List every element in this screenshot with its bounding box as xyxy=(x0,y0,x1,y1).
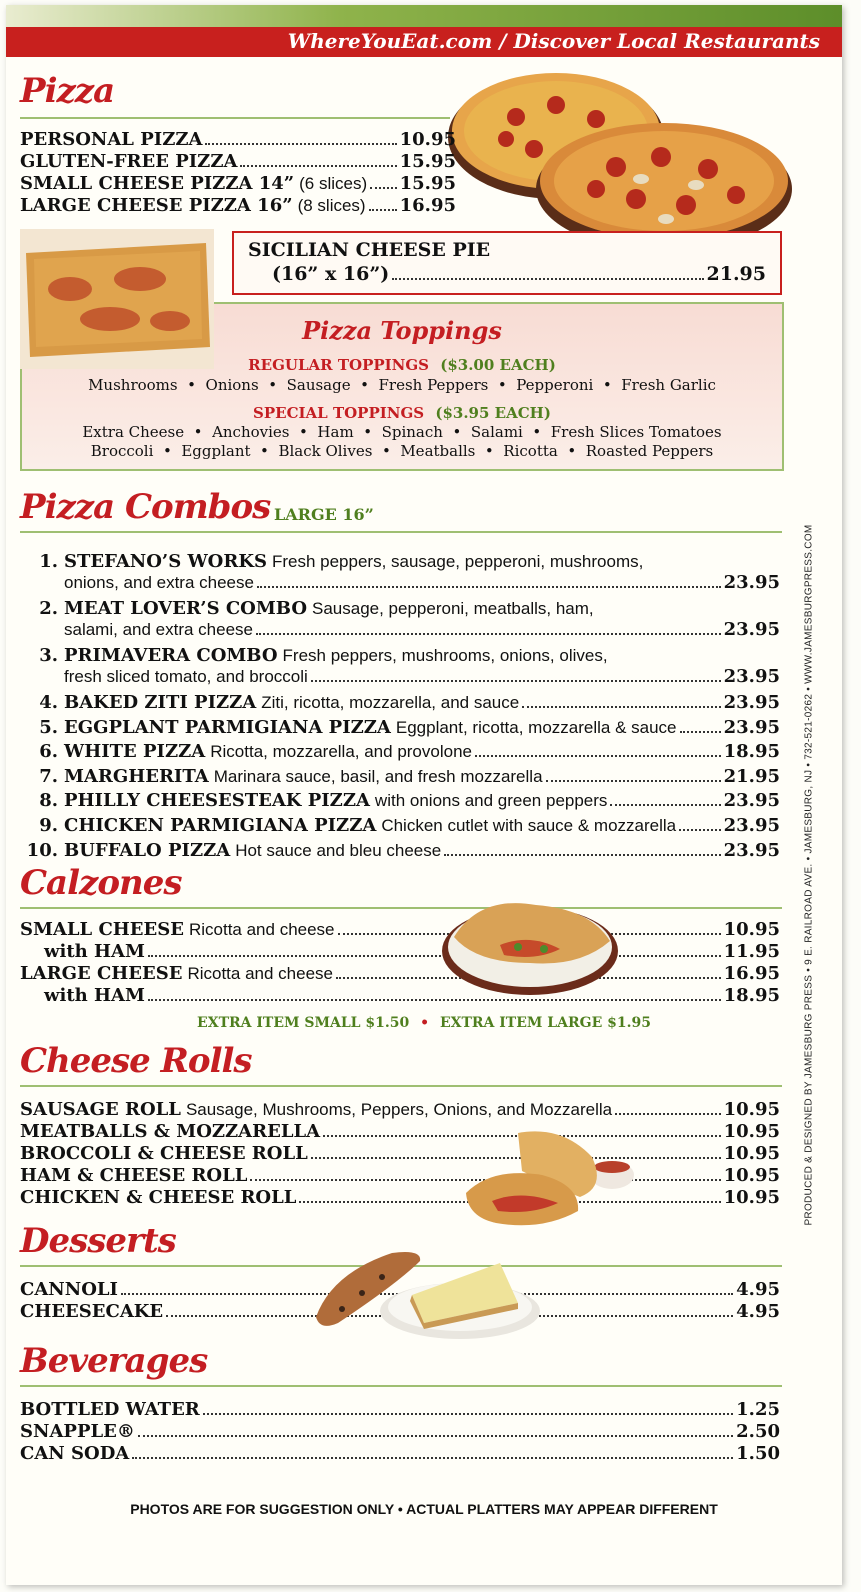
item-name: SMALL CHEESE xyxy=(20,919,184,940)
item-name: CHICKEN & CHEESE ROLL xyxy=(20,1187,297,1208)
combo-desc: Ziti, ricotta, mozzarella, and sauce xyxy=(261,693,520,712)
item-price: 10.95 xyxy=(399,129,456,150)
item-price: 10.95 xyxy=(723,1187,780,1208)
item-name: LARGE CHEESE PIZZA 16” xyxy=(20,195,293,216)
item-name: BOTTLED WATER xyxy=(20,1399,200,1420)
combo-name: BUFFALO PIZZA xyxy=(64,839,231,861)
photo-disclaimer: PHOTOS ARE FOR SUGGESTION ONLY • ACTUAL PLATTERS MAY APPEAR DIFFERENT xyxy=(130,1501,718,1517)
item-price: 15.95 xyxy=(399,173,456,194)
item-price: 1.25 xyxy=(736,1399,780,1420)
combo-name: PRIMAVERA COMBO xyxy=(64,645,278,666)
leader-dots xyxy=(392,278,703,280)
toppings-title: Pizza Toppings xyxy=(302,316,502,345)
combo-item xyxy=(20,598,780,640)
rolls-section-title: Cheese Rolls xyxy=(20,1041,252,1081)
combo-price: 21.95 xyxy=(723,765,780,787)
menu-item-row xyxy=(20,151,456,172)
combo-name: MEAT LOVER’S COMBO xyxy=(64,598,307,619)
combo-price: 23.95 xyxy=(723,815,780,836)
combo-price: 23.95 xyxy=(723,839,780,861)
menu-item-row xyxy=(20,941,780,962)
combo-number: 9. xyxy=(39,815,58,836)
section-rule xyxy=(20,1385,782,1387)
desserts-section-title: Desserts xyxy=(20,1221,176,1261)
item-name: HAM & CHEESE ROLL xyxy=(20,1165,248,1186)
special-toppings-heading xyxy=(22,404,782,422)
banner-text[interactable]: WhereYouEat.com / Discover Local Restaurants xyxy=(287,29,820,53)
combo-number: 7. xyxy=(39,765,58,787)
combo-item xyxy=(20,551,780,593)
combo-price: 23.95 xyxy=(723,716,780,738)
menu-item-row xyxy=(20,129,456,150)
separator-dot: • xyxy=(420,1015,430,1031)
menu-item-row xyxy=(20,1187,780,1208)
leader-dots xyxy=(475,755,721,757)
menu-item-row xyxy=(20,1399,780,1420)
menu-item-row xyxy=(20,963,780,984)
leader-dots xyxy=(203,1413,733,1415)
leader-dots xyxy=(680,731,721,733)
item-price: 4.95 xyxy=(736,1301,780,1322)
leader-dots xyxy=(132,1457,733,1459)
item-name: with HAM xyxy=(44,985,145,1006)
item-name: CHEESECAKE xyxy=(20,1301,164,1322)
item-price: 10.95 xyxy=(723,1099,780,1120)
special-toppings-list: Extra Cheese • Anchovies • Ham • Spinach • Salami • Fresh Slices Tomatoes xyxy=(82,423,722,441)
combo-desc: Hot sauce and bleu cheese xyxy=(235,840,442,860)
combo-desc: Sausage, pepperoni, meatballs, ham, xyxy=(312,599,594,618)
menu-item-row xyxy=(20,985,780,1006)
menu-item-row xyxy=(20,195,456,216)
combo-name: CHICKEN PARMIGIANA PIZZA xyxy=(64,815,377,836)
item-desc: Ricotta and cheese xyxy=(187,964,333,983)
item-price: 18.95 xyxy=(723,985,780,1006)
menu-item-row xyxy=(20,1121,780,1142)
combo-item xyxy=(20,741,780,762)
dessert-photo xyxy=(312,1243,542,1343)
extra-item-line xyxy=(6,1015,842,1031)
sicilian-size: (16” x 16”) xyxy=(272,263,390,285)
topping: Spinach xyxy=(381,423,443,441)
combo-item xyxy=(20,717,780,738)
section-rule xyxy=(20,531,782,533)
topping: Fresh Garlic xyxy=(621,376,716,394)
leader-dots xyxy=(370,187,397,189)
regular-toppings-label: REGULAR TOPPINGS xyxy=(248,356,429,374)
leader-dots xyxy=(546,780,721,782)
menu-item-row xyxy=(20,173,456,194)
extra-item-small: EXTRA ITEM SMALL $1.50 xyxy=(197,1015,410,1031)
leader-dots xyxy=(311,680,721,682)
topping: Meatballs xyxy=(400,442,476,460)
combo-item xyxy=(20,840,780,861)
combo-desc: Fresh peppers, mushrooms, onions, olives, xyxy=(282,646,608,665)
combo-number: 1. xyxy=(39,551,58,572)
topping: Onions xyxy=(205,376,259,394)
item-name: PERSONAL PIZZA xyxy=(20,129,203,150)
combo-desc: Chicken cutlet with sauce & mozzarella xyxy=(381,816,677,835)
item-price: 1.50 xyxy=(736,1443,780,1464)
leader-dots xyxy=(257,586,721,588)
section-rule xyxy=(20,907,782,909)
item-price: 10.95 xyxy=(723,1165,780,1186)
topping: Anchovies xyxy=(212,423,290,441)
item-name: with HAM xyxy=(44,941,145,962)
top-stripe xyxy=(6,5,842,27)
sicilian-pizza-photo xyxy=(20,229,214,369)
item-name: GLUTEN-FREE PIZZA xyxy=(20,151,238,172)
combo-desc: Eggplant, ricotta, mozzarella & sauce xyxy=(395,717,677,737)
menu-item-row xyxy=(20,1165,780,1186)
item-price: 4.95 xyxy=(736,1279,780,1300)
item-price: 10.95 xyxy=(723,1121,780,1142)
item-name: SAUSAGE ROLL xyxy=(20,1099,181,1120)
section-rule xyxy=(20,1085,782,1087)
combo-desc-2: onions, and extra cheese xyxy=(64,573,254,592)
sicilian-size-row xyxy=(272,263,766,285)
item-name: MEATBALLS & MOZZARELLA xyxy=(20,1121,321,1142)
item-name: BROCCOLI & CHEESE ROLL xyxy=(20,1143,308,1164)
item-note: (6 slices) xyxy=(299,174,368,193)
item-desc: Ricotta and cheese xyxy=(188,920,335,939)
combo-item xyxy=(20,692,780,713)
calzone-photo xyxy=(440,889,620,999)
topping: Mushrooms xyxy=(88,376,178,394)
combo-number: 5. xyxy=(39,716,58,738)
combo-name: PHILLY CHEESESTEAK PIZZA xyxy=(64,790,370,812)
sicilian-name: SICILIAN CHEESE PIE xyxy=(248,239,491,261)
combo-item xyxy=(20,766,780,787)
leader-dots xyxy=(679,829,721,831)
item-name: CAN SODA xyxy=(20,1443,130,1464)
combo-desc: Fresh peppers, sausage, pepperoni, mushrooms, xyxy=(271,552,644,571)
topping: Extra Cheese xyxy=(82,423,185,441)
combo-price: 23.95 xyxy=(723,572,780,593)
combo-name: MARGHERITA xyxy=(64,765,209,787)
item-price: 10.95 xyxy=(723,1143,780,1164)
combo-number: 2. xyxy=(39,598,58,619)
item-price: 16.95 xyxy=(399,195,456,216)
topping: Broccoli xyxy=(90,442,154,460)
combo-name: BAKED ZITI PIZZA xyxy=(64,692,257,713)
combo-name: WHITE PIZZA xyxy=(64,741,206,763)
pizza-photo xyxy=(446,57,806,257)
special-toppings-price: ($3.95 EACH) xyxy=(435,404,551,422)
combo-item xyxy=(20,790,780,811)
beverages-section-title: Beverages xyxy=(20,1341,208,1381)
leader-dots xyxy=(615,1113,721,1115)
leader-dots xyxy=(138,1435,733,1437)
combo-desc-2: salami, and extra cheese xyxy=(64,620,253,639)
combo-number: 3. xyxy=(39,645,58,666)
leader-dots xyxy=(522,706,720,708)
leader-dots xyxy=(205,143,396,145)
item-price: 15.95 xyxy=(399,151,456,172)
combo-desc-2: fresh sliced tomato, and broccoli xyxy=(64,667,308,686)
sicilian-box xyxy=(232,231,782,295)
combo-number: 10. xyxy=(26,839,58,861)
menu-page xyxy=(6,5,842,1585)
pizza-section-title: Pizza xyxy=(20,71,115,111)
leader-dots xyxy=(444,854,720,856)
combos-subtitle: LARGE 16” xyxy=(274,505,374,524)
menu-item-row xyxy=(20,919,780,940)
extra-item-large: EXTRA ITEM LARGE $1.95 xyxy=(439,1015,651,1031)
calzones-section-title: Calzones xyxy=(20,863,182,903)
item-note: (8 slices) xyxy=(297,196,366,215)
combo-name: EGGPLANT PARMIGIANA PIZZA xyxy=(64,716,391,738)
menu-item-row xyxy=(20,1443,780,1464)
combo-price: 18.95 xyxy=(723,741,780,763)
item-name: SNAPPLE® xyxy=(20,1421,135,1442)
topping: Sausage xyxy=(286,376,351,394)
menu-item-row xyxy=(20,1099,780,1120)
leader-dots xyxy=(610,804,720,806)
item-price: 16.95 xyxy=(723,963,780,984)
combo-desc: Marinara sauce, basil, and fresh mozzarella xyxy=(213,766,543,786)
topping: Salami xyxy=(470,423,523,441)
combo-item xyxy=(20,645,780,687)
topping: Eggplant xyxy=(181,442,251,460)
topping: Pepperoni xyxy=(516,376,594,394)
item-name: LARGE CHEESE xyxy=(20,963,183,984)
topping: Ricotta xyxy=(503,442,558,460)
item-price: 10.95 xyxy=(723,919,780,940)
leader-dots xyxy=(148,955,721,957)
combo-number: 8. xyxy=(39,790,58,812)
leader-dots xyxy=(369,209,397,211)
item-price: 11.95 xyxy=(723,941,780,962)
combo-price: 23.95 xyxy=(723,619,780,640)
topping: Ham xyxy=(317,423,354,441)
regular-toppings-list: Mushrooms • Onions • Sausage • Fresh Peppers • Pepperoni • Fresh Garlic xyxy=(88,376,716,394)
leader-dots xyxy=(148,999,721,1001)
combo-price: 23.95 xyxy=(723,666,780,687)
menu-item-row xyxy=(20,1421,780,1442)
special-toppings-label: SPECIAL TOPPINGS xyxy=(253,404,425,422)
topping: Black Olives xyxy=(278,442,373,460)
combo-number: 6. xyxy=(39,741,58,763)
combo-desc: Ricotta, mozzarella, and provolone xyxy=(210,742,472,762)
combo-number: 4. xyxy=(39,692,58,713)
topping: Fresh Peppers xyxy=(378,376,489,394)
section-rule xyxy=(20,117,450,119)
topping: Fresh Slices Tomatoes xyxy=(550,423,722,441)
side-credit-text: PRODUCED & DESIGNED BY JAMESBURG PRESS • 9 E. RAILROAD AVE. • JAMESBURG, NJ • 732-521-0262 • WWW.JAMESBURGPRESS.COM xyxy=(803,524,815,1226)
combo-name: STEFANO’S WORKS xyxy=(64,551,267,572)
sicilian-price: 21.95 xyxy=(706,263,766,285)
cheese-roll-photo xyxy=(462,1127,642,1231)
combo-price: 23.95 xyxy=(723,790,780,812)
combo-desc: with onions and green peppers xyxy=(374,791,608,811)
item-price: 2.50 xyxy=(736,1421,780,1442)
item-name: SMALL CHEESE PIZZA 14” xyxy=(20,173,295,194)
menu-item-row xyxy=(20,1143,780,1164)
regular-toppings-price: ($3.00 EACH) xyxy=(440,356,556,374)
leader-dots xyxy=(240,165,396,167)
topping: Roasted Peppers xyxy=(585,442,714,460)
combo-price: 23.95 xyxy=(723,692,780,713)
special-toppings-list-2: Broccoli • Eggplant • Black Olives • Meatballs • Ricotta • Roasted Peppers xyxy=(90,442,714,460)
leader-dots xyxy=(256,633,721,635)
combo-item xyxy=(20,815,780,836)
combos-section-title: Pizza Combos xyxy=(20,487,271,527)
item-desc: Sausage, Mushrooms, Peppers, Onions, and Mozzarella xyxy=(185,1100,613,1119)
item-name: CANNOLI xyxy=(20,1279,118,1300)
